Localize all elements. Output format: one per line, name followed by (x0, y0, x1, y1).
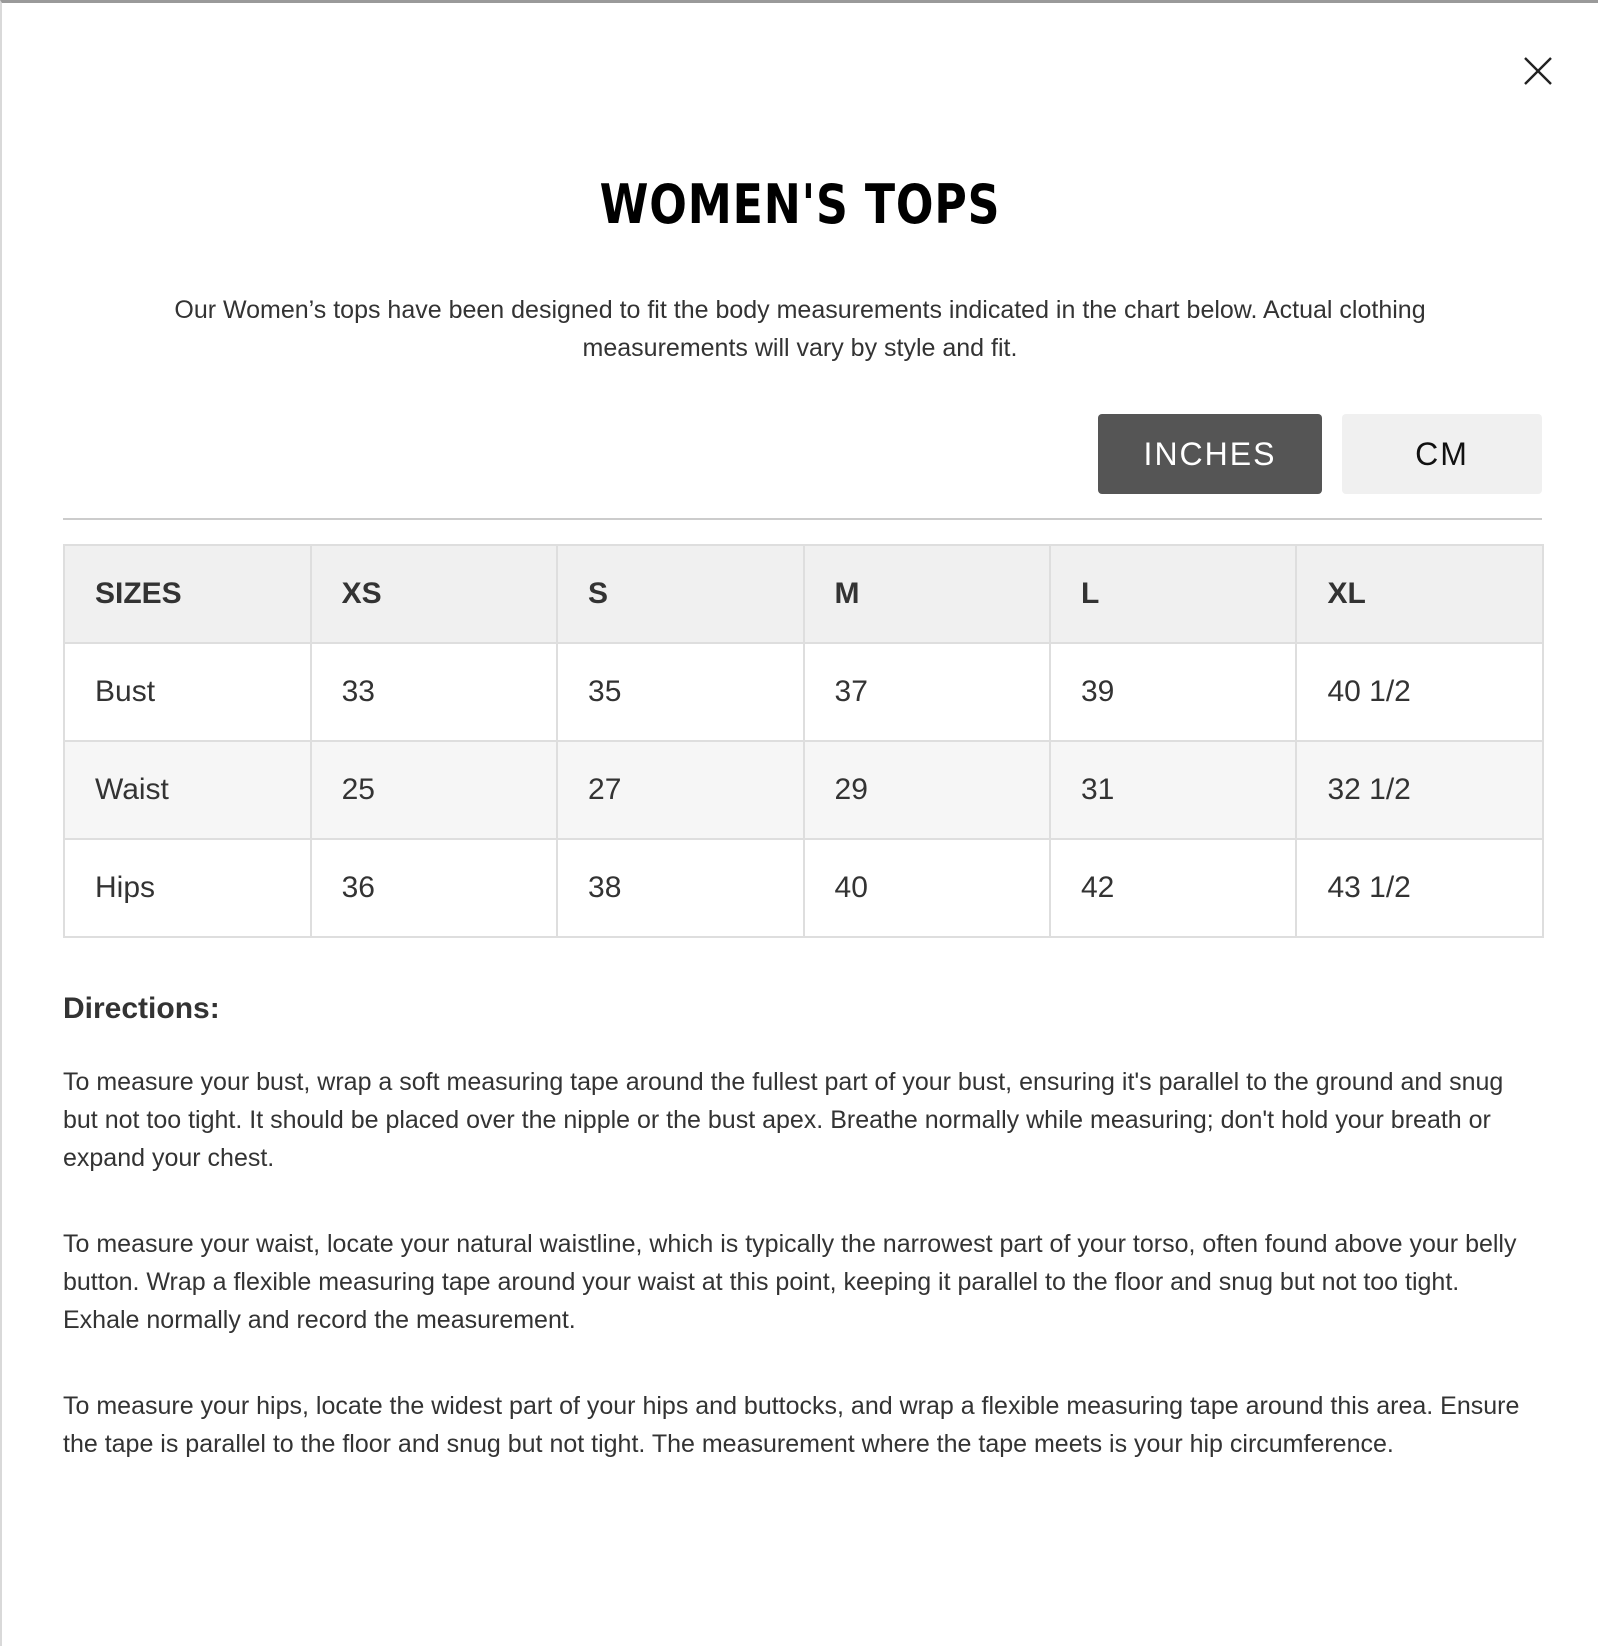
size-chart-table (63, 544, 1544, 938)
table-row (64, 839, 1543, 937)
table-row (64, 741, 1543, 839)
table-header-row (64, 545, 1543, 643)
table-cell: 40 (804, 839, 1050, 937)
page-title: WOMEN'S TOPS (599, 173, 1001, 236)
inches-button[interactable]: INCHES (1098, 414, 1322, 494)
close-button[interactable] (1522, 55, 1554, 87)
table-cell: 38 (557, 839, 803, 937)
intro-text: Our Women’s tops have been designed to fit the body measurements indicated in the chart below. Actual clothing measurements will vary by style and fit. (174, 296, 1426, 362)
unit-toggle (1098, 414, 1542, 494)
table-cell: 39 (1050, 643, 1296, 741)
column-header: L (1050, 545, 1296, 643)
column-header: M (804, 545, 1050, 643)
table-cell: 29 (804, 741, 1050, 839)
table-cell: 42 (1050, 839, 1296, 937)
waist-directions: To measure your waist, locate your natural waistline, which is typically the narrowest part of your torso, often found above your belly button. Wrap a flexible measuring tape around your waist at this point, keeping it parallel to the floor and snug but not too tight. Exhale normally and record the measurement. (63, 1230, 1517, 1334)
table-cell: 43 1/2 (1296, 839, 1543, 937)
table-cell: 27 (557, 741, 803, 839)
row-label: Waist (64, 741, 311, 839)
table-cell: 36 (311, 839, 557, 937)
table-row (64, 643, 1543, 741)
table-cell: 32 1/2 (1296, 741, 1543, 839)
directions-heading: Directions: (63, 992, 220, 1025)
bust-directions: To measure your bust, wrap a soft measuring tape around the fullest part of your bust, ensuring it's parallel to the ground and snug but not too tight. It should be placed over the nipple or the bust apex. Breathe normally while measuring; don't hold your breath or expand your chest. (63, 1068, 1504, 1172)
cm-button[interactable]: CM (1342, 414, 1542, 494)
table-cell: 33 (311, 643, 557, 741)
table-cell: 31 (1050, 741, 1296, 839)
row-label: Hips (64, 839, 311, 937)
column-header: SIZES (64, 545, 311, 643)
table-cell: 35 (557, 643, 803, 741)
row-label: Bust (64, 643, 311, 741)
table-cell: 25 (311, 741, 557, 839)
directions-section (63, 989, 1542, 1511)
hips-directions: To measure your hips, locate the widest part of your hips and buttocks, and wrap a flexible measuring tape around this area. Ensure the tape is parallel to the floor and snug but not tight. The measurement where the tape meets is your hip circumference. (63, 1392, 1520, 1458)
column-header: S (557, 545, 803, 643)
table-cell: 37 (804, 643, 1050, 741)
close-icon (1522, 55, 1554, 87)
divider (63, 518, 1542, 520)
table-cell: 40 1/2 (1296, 643, 1543, 741)
column-header: XL (1296, 545, 1543, 643)
column-header: XS (311, 545, 557, 643)
